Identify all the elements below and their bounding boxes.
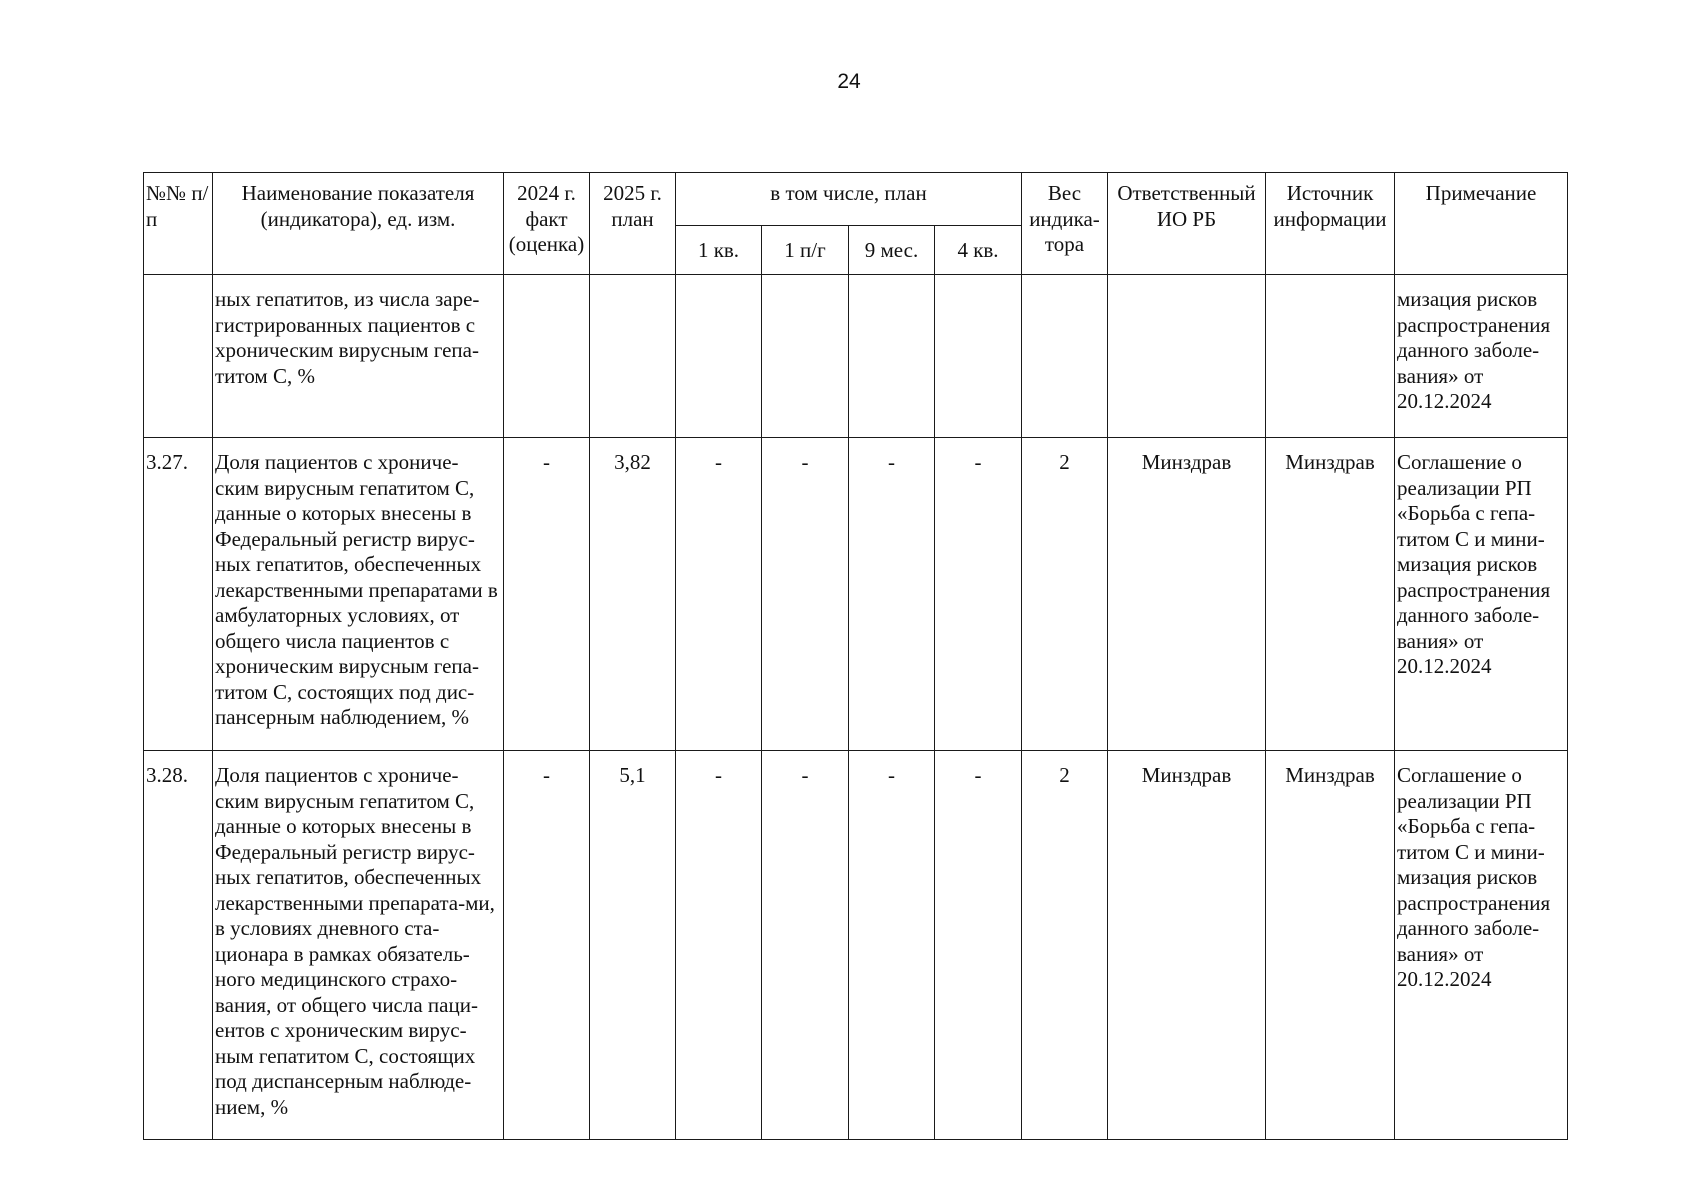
header-name: Наименование показателя (индикатора), ед. изм. bbox=[213, 173, 504, 275]
header-note: Примечание bbox=[1395, 173, 1568, 275]
cell-fact-2024: - bbox=[504, 751, 590, 1140]
table-header-row bbox=[144, 173, 1568, 226]
cell-q4: - bbox=[935, 438, 1022, 751]
cell-q4: - bbox=[935, 751, 1022, 1140]
header-plan-2025: 2025 г. план bbox=[590, 173, 676, 275]
cell-9m: - bbox=[849, 751, 935, 1140]
cell-weight: 2 bbox=[1022, 438, 1108, 751]
page-number: 24 bbox=[837, 70, 861, 93]
cell-num bbox=[144, 275, 213, 438]
cell-note: мизация рисков распространения данного заболе-вания» от 20.12.2024 bbox=[1395, 275, 1568, 438]
cell-q1: - bbox=[676, 438, 762, 751]
cell-name: Доля пациентов с хрониче-ским вирусным гепатитом С, данные о которых внесены в Федеральный регистр вирус-ных гепатитов, обеспеченных лекарственными препаратами в амбулаторных условиях, от общего числа пациентов с хроническим вирусным гепа-титом С, состоящих под дис-пансерным наблюдением, % bbox=[213, 438, 504, 751]
cell-h1: - bbox=[762, 438, 849, 751]
indicators-table bbox=[143, 172, 1568, 1140]
cell-weight bbox=[1022, 275, 1108, 438]
header-including-plan: в том числе, план bbox=[676, 173, 1022, 226]
cell-fact-2024: - bbox=[504, 438, 590, 751]
cell-note: Соглашение о реализации РП «Борьба с гепа-титом С и мини-мизация рисков распространения данного заболе-вания» от 20.12.2024 bbox=[1395, 438, 1568, 751]
table-row bbox=[144, 438, 1568, 751]
header-weight: Вес индика-тора bbox=[1022, 173, 1108, 275]
cell-responsible bbox=[1108, 275, 1266, 438]
cell-9m: - bbox=[849, 438, 935, 751]
header-fact-2024: 2024 г. факт (оценка) bbox=[504, 173, 590, 275]
table-row bbox=[144, 751, 1568, 1140]
cell-q1: - bbox=[676, 751, 762, 1140]
cell-note: Соглашение о реализации РП «Борьба с гепа-титом С и мини-мизация рисков распространения данного заболе-вания» от 20.12.2024 bbox=[1395, 751, 1568, 1140]
cell-responsible: Минздрав bbox=[1108, 751, 1266, 1140]
header-9m: 9 мес. bbox=[849, 226, 935, 275]
cell-weight: 2 bbox=[1022, 751, 1108, 1140]
header-q4: 4 кв. bbox=[935, 226, 1022, 275]
cell-plan-2025: 5,1 bbox=[590, 751, 676, 1140]
cell-plan-2025: 3,82 bbox=[590, 438, 676, 751]
cell-q4 bbox=[935, 275, 1022, 438]
header-h1: 1 п/г bbox=[762, 226, 849, 275]
cell-source: Минздрав bbox=[1266, 438, 1395, 751]
table-row bbox=[144, 275, 1568, 438]
header-responsible: Ответственный ИО РБ bbox=[1108, 173, 1266, 275]
header-num: №№ п/п bbox=[144, 173, 213, 275]
cell-plan-2025 bbox=[590, 275, 676, 438]
cell-source bbox=[1266, 275, 1395, 438]
cell-q1 bbox=[676, 275, 762, 438]
cell-num: 3.27. bbox=[144, 438, 213, 751]
cell-fact-2024 bbox=[504, 275, 590, 438]
cell-9m bbox=[849, 275, 935, 438]
cell-num: 3.28. bbox=[144, 751, 213, 1140]
cell-h1 bbox=[762, 275, 849, 438]
cell-h1: - bbox=[762, 751, 849, 1140]
cell-responsible: Минздрав bbox=[1108, 438, 1266, 751]
cell-source: Минздрав bbox=[1266, 751, 1395, 1140]
header-q1: 1 кв. bbox=[676, 226, 762, 275]
cell-name: Доля пациентов с хрониче-ским вирусным гепатитом С, данные о которых внесены в Федеральный регистр вирус-ных гепатитов, обеспеченных лекарственными препарата-ми, в условиях дневного ста-ционара в рамках обязатель-ного медицинского страхо-вания, от общего числа паци-ентов с хроническим вирус-ным гепатитом С, состоящих под диспансерным наблюде-нием, % bbox=[213, 751, 504, 1140]
header-source: Источник информации bbox=[1266, 173, 1395, 275]
cell-name: ных гепатитов, из числа заре-гистрированных пациентов с хроническим вирусным гепа-титом С, % bbox=[213, 275, 504, 438]
